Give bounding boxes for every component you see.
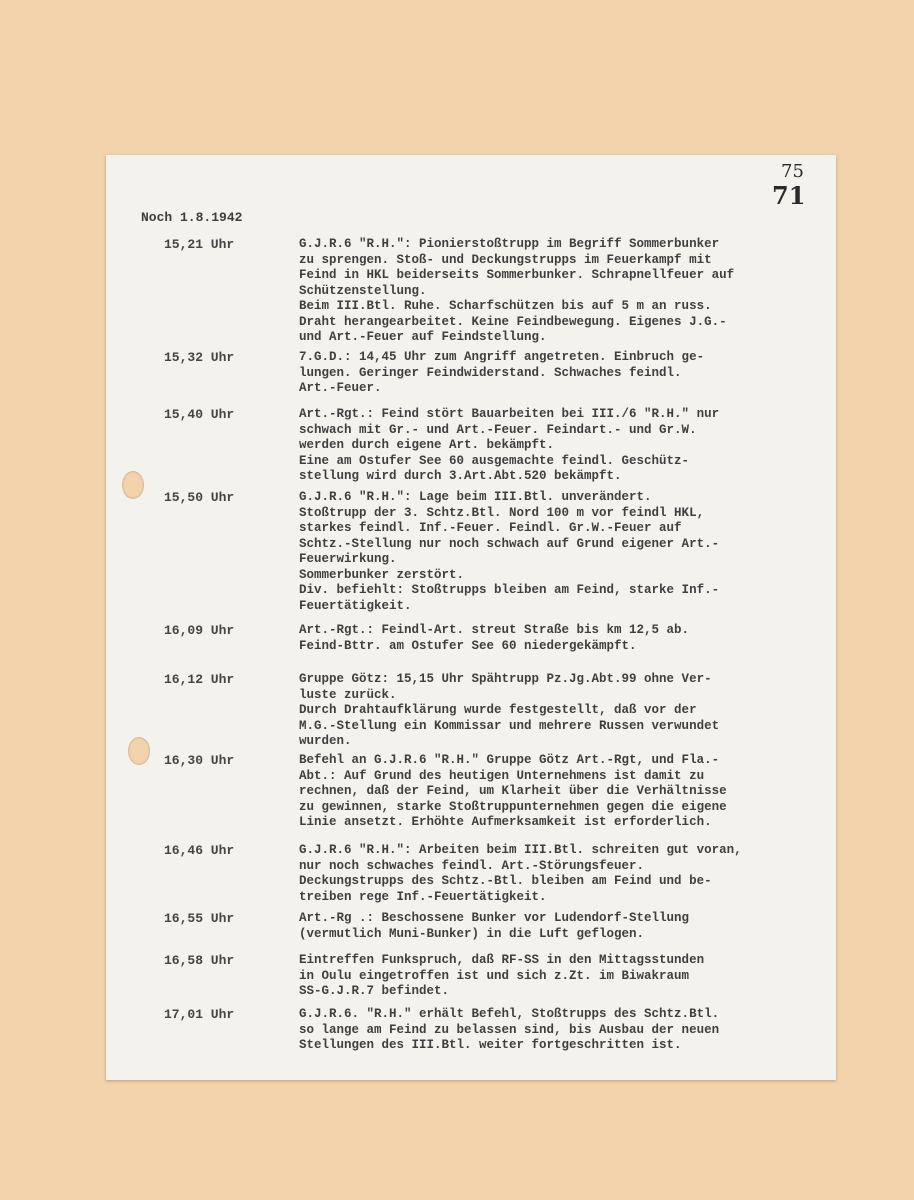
text-line: G.J.R.6 "R.H.": Pionierstoßtrupp im Begriff Sommerbunker bbox=[299, 237, 720, 251]
text-line: 7.G.D.: 14,45 Uhr zum Angriff angetreten. Einbruch ge- bbox=[299, 350, 705, 364]
text-line: Befehl an G.J.R.6 "R.H." Gruppe Götz Art.-Rgt, und Fla.- bbox=[299, 753, 720, 767]
text-line: zu sprengen. Stoß- und Deckungstrupps im Feuerkampf mit bbox=[299, 252, 712, 267]
text-line: Schützenstellung. bbox=[299, 283, 427, 298]
text-line: G.J.R.6. "R.H." erhält Befehl, Stoßtrupps des Schtz.Btl. bbox=[299, 1007, 720, 1021]
text-line: so lange am Feind zu belassen sind, bis Ausbau der neuen bbox=[299, 1022, 720, 1037]
text-line: Eintreffen Funkspruch, daß RF-SS in den Mittagsstunden bbox=[299, 953, 705, 967]
text-line: nur noch schwaches feindl. Art.-Störungsfeuer. bbox=[299, 858, 645, 873]
entry-text bbox=[299, 407, 834, 485]
text-line: Schtz.-Stellung nur noch schwach auf Grund eigener Art.- bbox=[299, 536, 720, 551]
entry-text bbox=[299, 1007, 834, 1054]
text-line: lungen. Geringer Feindwiderstand. Schwaches feindl. bbox=[299, 365, 682, 380]
entry-time: 16,09 Uhr bbox=[164, 623, 235, 638]
text-line: stellung wird durch 3.Art.Abt.520 bekämpft. bbox=[299, 469, 622, 483]
text-line: starkes feindl. Inf.-Feuer. Feindl. Gr.W.-Feuer auf bbox=[299, 521, 682, 535]
text-line: Feuerwirkung. bbox=[299, 552, 397, 566]
entry-time: 15,21 Uhr bbox=[164, 237, 235, 252]
text-line: zu gewinnen, starke Stoßtruppunternehmen gegen die eigene bbox=[299, 799, 727, 814]
entry-time: 17,01 Uhr bbox=[164, 1007, 235, 1022]
text-line: Feind-Bttr. am Ostufer See 60 niedergekämpft. bbox=[299, 638, 637, 653]
text-line: luste zurück. bbox=[299, 687, 397, 702]
text-line: Feuertätigkeit. bbox=[299, 598, 412, 613]
entry-text bbox=[299, 623, 834, 654]
text-line: werden durch eigene Art. bekämpft. bbox=[299, 438, 555, 452]
text-line: und Art.-Feuer auf Feindstellung. bbox=[299, 330, 547, 344]
text-line: Beim III.Btl. Ruhe. Scharfschützen bis auf 5 m an russ. bbox=[299, 299, 712, 313]
page-heading: Noch 1.8.1942 bbox=[141, 210, 243, 225]
punch-hole bbox=[128, 737, 150, 765]
text-line: Feind in HKL beiderseits Sommerbunker. Schrapnellfeuer auf bbox=[299, 268, 735, 282]
entry-text bbox=[299, 350, 834, 397]
entry-time: 16,12 Uhr bbox=[164, 672, 235, 687]
text-line: Sommerbunker zerstört. bbox=[299, 567, 465, 582]
document-page bbox=[106, 155, 836, 1080]
text-line: Art.-Feuer. bbox=[299, 381, 382, 395]
text-line: Deckungstrupps des Schtz.-Btl. bleiben am Feind und be- bbox=[299, 874, 712, 888]
text-line: rechnen, daß der Feind, um Klarheit über die Verhältnisse bbox=[299, 784, 727, 798]
text-line: SS-G.J.R.7 befindet. bbox=[299, 984, 450, 998]
text-line: Durch Drahtaufklärung wurde festgestellt, daß vor der bbox=[299, 703, 697, 717]
text-line: G.J.R.6 "R.H.": Arbeiten beim III.Btl. schreiten gut voran, bbox=[299, 843, 742, 857]
text-line: treiben rege Inf.-Feuertätigkeit. bbox=[299, 889, 547, 904]
entry-time: 15,50 Uhr bbox=[164, 490, 235, 505]
text-line: Art.-Rg .: Beschossene Bunker vor Ludendorf-Stellung bbox=[299, 911, 690, 925]
text-line: Draht herangearbeitet. Keine Feindbewegung. Eigenes J.G.- bbox=[299, 314, 727, 329]
text-line: Eine am Ostufer See 60 ausgemachte feindl. Geschütz- bbox=[299, 453, 690, 468]
entry-text bbox=[299, 672, 834, 750]
text-line: M.G.-Stellung ein Kommissar und mehrere Russen verwundet bbox=[299, 718, 720, 733]
text-line: Art.-Rgt.: Feindl-Art. streut Straße bis km 12,5 ab. bbox=[299, 623, 690, 637]
entry-time: 16,30 Uhr bbox=[164, 753, 235, 768]
text-line: Stellungen des III.Btl. weiter fortgeschritten ist. bbox=[299, 1038, 682, 1052]
text-line: G.J.R.6 "R.H.": Lage beim III.Btl. unverändert. bbox=[299, 490, 652, 504]
entry-text bbox=[299, 843, 834, 905]
text-line: Gruppe Götz: 15,15 Uhr Spähtrupp Pz.Jg.Abt.99 ohne Ver- bbox=[299, 672, 712, 686]
page-number-pencil: 75 bbox=[781, 161, 804, 182]
entry-time: 15,32 Uhr bbox=[164, 350, 235, 365]
entry-time: 15,40 Uhr bbox=[164, 407, 235, 422]
text-line: in Oulu eingetroffen ist und sich z.Zt. im Biwakraum bbox=[299, 968, 690, 983]
entry-text bbox=[299, 237, 834, 346]
text-line: wurden. bbox=[299, 734, 352, 748]
entry-text bbox=[299, 911, 834, 942]
entry-time: 16,46 Uhr bbox=[164, 843, 235, 858]
punch-hole bbox=[122, 471, 144, 499]
entry-time: 16,55 Uhr bbox=[164, 911, 235, 926]
text-line: schwach mit Gr.- und Art.-Feuer. Feindart.- und Gr.W. bbox=[299, 422, 697, 437]
text-line: Stoßtrupp der 3. Schtz.Btl. Nord 100 m vor feindl HKL, bbox=[299, 505, 705, 520]
text-line: Art.-Rgt.: Feind stört Bauarbeiten bei III./6 "R.H." nur bbox=[299, 407, 720, 421]
entry-time: 16,58 Uhr bbox=[164, 953, 235, 968]
page-number: 71 bbox=[772, 181, 806, 210]
text-line: Linie ansetzt. Erhöhte Aufmerksamkeit ist erforderlich. bbox=[299, 815, 712, 829]
text-line: Div. befiehlt: Stoßtrupps bleiben am Feind, starke Inf.- bbox=[299, 583, 720, 597]
text-line: (vermutlich Muni-Bunker) in die Luft geflogen. bbox=[299, 926, 645, 941]
entry-text bbox=[299, 953, 834, 1000]
entry-text bbox=[299, 490, 834, 614]
text-line: Abt.: Auf Grund des heutigen Unternehmens ist damit zu bbox=[299, 768, 705, 783]
entry-text bbox=[299, 753, 834, 831]
